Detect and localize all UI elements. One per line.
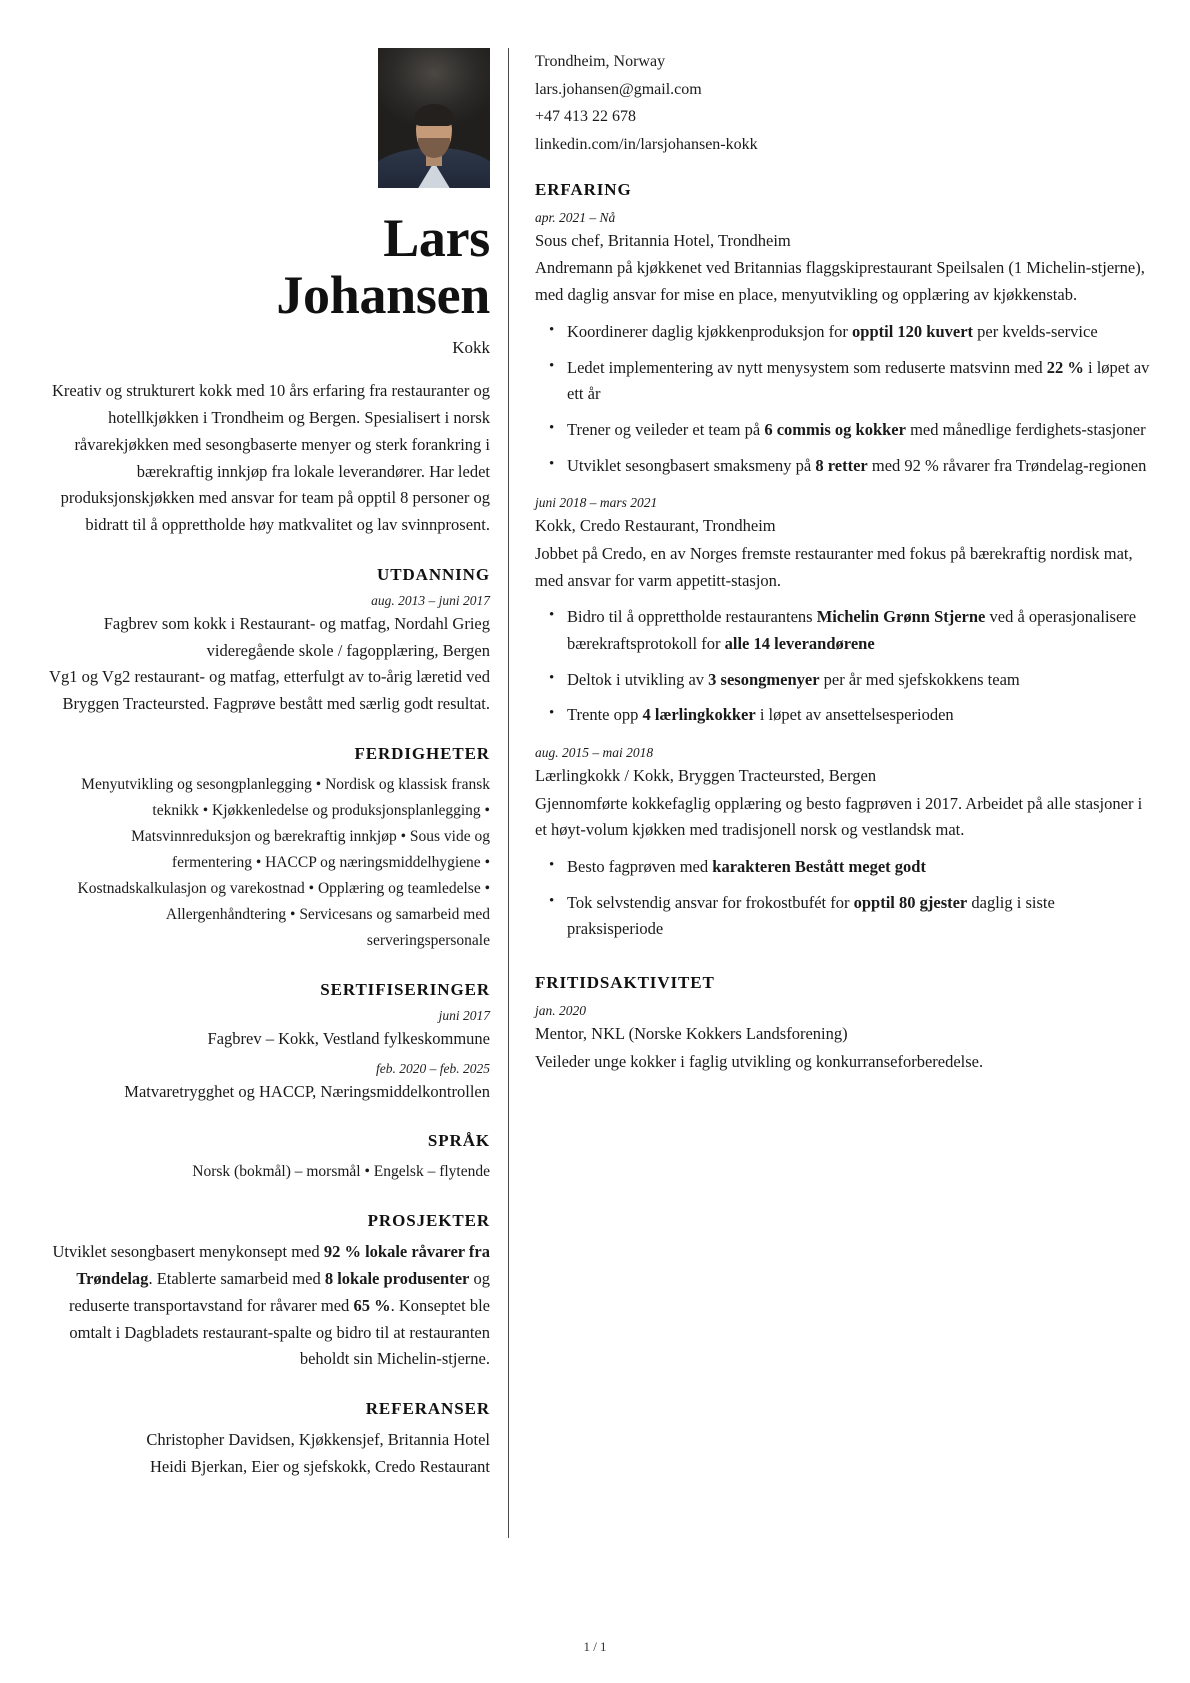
contact-email[interactable]: lars.johansen@gmail.com [535, 80, 702, 98]
list-item [565, 702, 1150, 729]
certification-title: Matvaretrygghet og HACCP, Næringsmiddelkontrollen [124, 1081, 490, 1101]
experience-bullets [535, 319, 1150, 480]
bullet-text-end: i løpet av ett år [567, 357, 1150, 404]
bullet-highlight: 6 commis og kokker [764, 420, 906, 440]
bullet-highlight: Michelin Grønn Stjerne [816, 607, 986, 627]
section-heading-references: REFERANSER [365, 1398, 490, 1418]
bullet-text: Deltok i utvikling av [567, 669, 709, 689]
bullet-text: Trente opp [567, 705, 643, 725]
bullet-text: Bidro til å opprettholde restaurantens [567, 607, 817, 627]
right-column [509, 48, 1190, 1075]
experience-date: aug. 2015 – mai 2018 [535, 745, 654, 761]
certification-date: feb. 2020 – feb. 2025 [376, 1060, 490, 1076]
bullet-text-end: daglig i siste praksisperiode [567, 892, 1055, 939]
experience-entry [535, 210, 1150, 479]
profile-summary: Kreativ og strukturert kokk med 10 års erfaring fra restauranter og hotellkjøkken i Trondheim og Bergen. Spesialisert i norsk råvarekjøkken med sesongbaserte menyer og sterk forankring i bærekraftig innkjøp fra lokale leverandører. Har ledet produksjonskjøkken med ansvar for team på opptil 8 personer og bidratt til å opprettholde høy matkvalitet og lav svinnprosent. [52, 381, 490, 535]
leisure-entry [535, 1003, 1150, 1075]
two-column-layout [0, 48, 1190, 1538]
contact-phone[interactable]: +47 413 22 678 [535, 108, 637, 126]
experience-bullets [535, 604, 1150, 729]
education-date: aug. 2013 – juni 2017 [371, 592, 490, 608]
bullet-highlight: opptil 120 kuvert [852, 321, 974, 341]
certification-date: juni 2017 [438, 1007, 490, 1023]
bullet-text: Trener og veileder et team på [567, 420, 765, 440]
list-item [565, 890, 1150, 943]
bullet-text: Ledet implementering av nytt menysystem som reduserte matsvinn med [567, 357, 1047, 377]
project-description [48, 1239, 490, 1373]
bullet-text-end: per kvelds-service [973, 321, 1098, 341]
certification-title: Fagbrev – Kokk, Vestland fylkeskommune [207, 1028, 490, 1048]
education-entry [48, 593, 490, 718]
section-heading-languages: SPRÅK [427, 1131, 490, 1151]
list-item [565, 604, 1150, 657]
bullet-highlight: karakteren Bestått meget godt [712, 857, 926, 877]
bullet-text-end: med månedlige ferdighets-stasjoner [905, 420, 1146, 440]
leisure-description: Veileder unge kokker i faglig utvikling og konkurranseforberedelse. [535, 1051, 984, 1071]
experience-description: Gjennomførte kokkefaglig opplæring og besto fagprøven i 2017. Arbeidet på alle stasjoner i et høyt-volum kjøkken med tradisjonell norsk og vestlandsk mat. [535, 793, 1143, 840]
bullet-highlight: 22 % [1046, 357, 1084, 377]
project-highlight-2: 8 lokale produsenter [324, 1269, 470, 1289]
last-name: Johansen [276, 265, 490, 326]
experience-description: Jobbet på Credo, en av Norges fremste restauranter med fokus på bærekraftig nordisk mat, med ansvar for varm appetitt-stasjon. [535, 543, 1133, 590]
project-text-4: . Konseptet ble omtalt i Dagbladets restaurant-spalte og bidro til at restauranten beholdt sin Michelin-stjerne. [69, 1295, 490, 1369]
experience-entry [535, 495, 1150, 729]
list-item [565, 667, 1150, 694]
experience-date: juni 2018 – mars 2021 [535, 495, 658, 511]
bullet-text: Tok selvstendig ansvar for frokostbufét for [567, 892, 854, 912]
project-highlight-3: 65 % [353, 1295, 391, 1315]
project-text-1: Utviklet sesongbasert menykonsept med [52, 1242, 324, 1262]
page-number: 1 / 1 [583, 1639, 607, 1654]
bullet-highlight-2: alle 14 leverandørene [724, 634, 875, 654]
contact-linkedin[interactable]: linkedin.com/in/larsjohansen-kokk [535, 135, 758, 153]
certification-entry [48, 1061, 490, 1106]
bullet-text: Besto fagprøven med [567, 857, 713, 877]
reference-item: Christopher Davidsen, Kjøkkensjef, Britannia Hotel [146, 1429, 490, 1449]
bullet-text-end: per år med sjefskokkens team [819, 669, 1020, 689]
list-item [565, 453, 1150, 480]
job-title: Kokk [452, 338, 490, 358]
bullet-text-end: med 92 % råvarer fra Trøndelag-regionen [867, 455, 1147, 475]
first-name: Lars [383, 208, 490, 268]
section-heading-certifications: SERTIFISERINGER [320, 979, 490, 999]
project-text-2: . Etablerte samarbeid med [148, 1269, 325, 1289]
education-detail: Vg1 og Vg2 restaurant- og matfag, etterfulgt av to-årig læretid ved Bryggen Tracteursted. Fagprøve bestått med særlig godt resultat. [49, 667, 490, 713]
reference-item: Heidi Bjerkan, Eier og sjefskokk, Credo Restaurant [150, 1456, 490, 1476]
bullet-highlight: 8 retter [815, 455, 868, 475]
bullet-highlight: 3 sesongmenyer [708, 669, 820, 689]
profile-photo-wrap [48, 48, 490, 188]
certification-entry [48, 1008, 490, 1053]
bullet-highlight: opptil 80 gjester [853, 892, 968, 912]
profile-photo [378, 48, 490, 188]
experience-role: Kokk, Credo Restaurant, Trondheim [535, 516, 776, 536]
leisure-date: jan. 2020 [535, 1003, 587, 1019]
list-item [565, 355, 1150, 408]
section-heading-experience: ERFARING [535, 180, 632, 200]
leisure-role: Mentor, NKL (Norske Kokkers Landsforening) [535, 1024, 848, 1044]
list-item [565, 319, 1150, 346]
skills-list: Menyutvikling og sesongplanlegging • Nordisk og klassisk fransk teknikk • Kjøkkenledelse og produksjonsplanlegging • Matsvinnreduksjon og bærekraftig innkjøp • Sous vide og fermentering • HACCP og næringsmiddelhygiene • Kostnadskalkulasjon og varekostnad • Opplæring og teamledelse • Allergenhåndtering • Servicesans og samarbeid med serveringspersonale [77, 775, 490, 949]
contact-location: Trondheim, Norway [535, 53, 666, 70]
bullet-text-mid: ved å operasjonalisere bærekraftsprotokoll for [567, 607, 1137, 654]
list-item [565, 417, 1150, 444]
bullet-text: Koordinerer daglig kjøkkenproduksjon for [567, 321, 853, 341]
project-text-3: og reduserte transportavstand for råvarer med [68, 1269, 490, 1315]
experience-date: apr. 2021 – Nå [535, 210, 616, 226]
experience-role: Lærlingkokk / Kokk, Bryggen Tracteursted, Bergen [535, 766, 877, 786]
list-item [565, 854, 1150, 881]
section-heading-projects: PROSJEKTER [367, 1211, 490, 1231]
section-heading-education: UTDANNING [377, 564, 490, 584]
experience-entry [535, 745, 1150, 943]
project-highlight-1: 92 % lokale råvarer fra Trøndelag [76, 1242, 490, 1289]
bullet-text: Utviklet sesongbasert smaksmeny på [567, 455, 816, 475]
left-column [0, 48, 508, 1480]
bullet-highlight: 4 lærlingkokker [642, 705, 756, 725]
page-title [48, 210, 490, 324]
experience-bullets [535, 854, 1150, 943]
bullet-text-end: i løpet av ansettelsesperioden [755, 705, 954, 725]
experience-role: Sous chef, Britannia Hotel, Trondheim [535, 231, 791, 251]
languages-list: Norsk (bokmål) – morsmål • Engelsk – flytende [192, 1163, 490, 1181]
section-heading-skills: FERDIGHETER [354, 743, 490, 763]
section-heading-leisure: FRITIDSAKTIVITET [535, 973, 715, 993]
experience-description: Andremann på kjøkkenet ved Britannias flaggskiprestaurant Speilsalen (1 Michelin-stjerne), med daglig ansvar for mise en place, menyutvikling og opplæring av kjøkkenstab. [535, 258, 1145, 305]
education-title: Fagbrev som kokk i Restaurant- og matfag, Nordahl Grieg videregående skole / fagopplæring, Bergen [103, 613, 490, 660]
